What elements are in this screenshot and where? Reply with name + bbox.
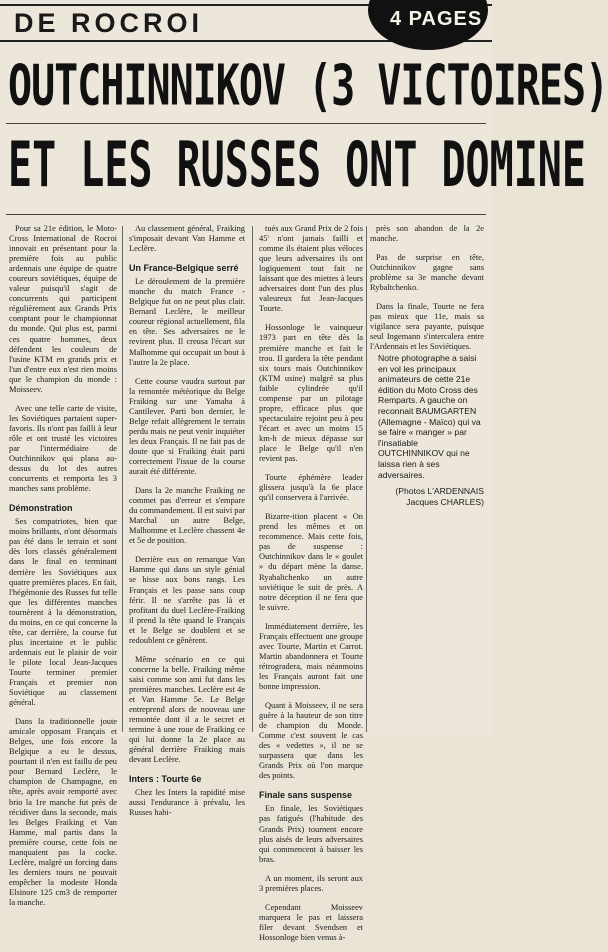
subheading-france-belgique: Un France-Belgique serré [129,263,239,274]
paragraph: Dans la 2e manche Fraiking ne commet pas d'erreur et s'empare du commandement. Il est suivi par Marchal un autre Belge, Malhomme et Leclère chassent 4e et 5e de position. [129,486,245,546]
masthead [0,0,492,44]
paragraph: Le déroulement de la première manche du match France - Belgique fut on ne peut plus clair. Bernard Leclère, le meilleur coureur régional actuellement, fila en tête. Ses adversaires ne le revirent plus. Il creusa l'écart sur Malhomme qui occupait un bout à l'autre la 2e place. [129,277,245,367]
paragraph: Derrière eux on remarque Van Hamme qui dans un style génial se hisse aux bons rangs. Les Français et les passe sans coup férir. Il ne s'arrête pas là et profitant du duel Leclère-Fraiking il prend la tête quand le Français et le Belge se doublent et se redoublent ce gênèrent. [129,555,245,645]
paragraph: Pas de surprise en tête, Outchinnikov gagne sans problème sa 3e manche devant Rybaltchenko. [370,253,484,293]
photo-credit: (Photos L'ARDENNAIS Jacques CHARLES) [395,486,484,507]
subheading-inters: Inters : Tourte 6e [129,774,202,785]
article-column-2 [129,224,245,827]
paragraph: Pour sa 21e édition, le Moto-Cross International de Rocroi innovait en présentant pour la première fois au public ardennais une équipe de quatre coureurs soviétiques, équipe de valeur puisqu'il s'agit de concurrents qui participent régulièrement aux Grands Prix comptant pour le championnat du monde. Qui plus est, parmi ces quatre hommes, deux défendent les couleurs de l'usine KTM en grands prix et l'un d'entre eux n'est rien moins que le champion du monde : Moisseev. [9,224,117,394]
article-column-1 [9,224,117,917]
paragraph: A un moment, ils seront aux 3 premières places. [259,873,363,893]
headline-line-1: OUTCHINNIKOV (3 VICTOIRES) [8,54,608,119]
paragraph: Dans la finale, Tourte ne fera pas mieux que 11e, mais sa vigilance sera payante, puisque seul Ingemann s'intercalera entre l'Ardennais et les Soviétiques. [370,302,484,352]
paragraph: Tourte éphémère leader glissera jusqu'à la 6e place qu'il conservera à l'arrivée. [259,473,363,503]
headline-line-2: ET LES RUSSES ONT DOMINE [8,130,586,202]
column-divider [252,226,253,732]
kicker-title: DE ROCROI [14,8,204,38]
paragraph: Bizarre-ition placent « On prend les mêmes et on recommence. Mais cette fois, pas de suspense : Outchinnikov dans le « goulet » du départ mène la danse. Ryabaltchenko un autre soviétique le suit de près. A notre déception il ne fera que le suivre. [259,512,363,612]
photo-caption [378,353,484,507]
paragraph: Avec une telle carte de visite, les Soviétiques partaient super-favoris. Ils n'ont pas failli à leur rôle et ont trusté les victoires par l'intermédiaire de Outchinnikov qui plana au-dessus du lot des autres concurrents et remporta les 3 manches sans problème. [9,403,117,494]
headline-bottom-rule [6,214,486,215]
subheading-finale: Finale sans suspense [259,790,353,801]
paragraph: près son abandon de la 2e manche. [370,224,484,244]
paragraph: Même scénario en ce qui concerne la belle. Fraiking même saisi comme son ami fut dans les premières manches. Leclère est 4e et Van Hamme 5e. Le Belge entreprend alors de nouveau une remontée dont il a le secret et termine à une roue de Fraiking ce qui lui donne la 2e place au général derrière Fraiking mais devant Leclère. [129,654,245,765]
paragraph: Quant à Moisseev, il ne sera guère à la hauteur de son titre de champion du Monde. Comme c'est souvent le cas des « vedettes », il ne se surpassera que dans les Grands Prix où l'on marque des points. [259,701,363,781]
paragraph: Au classement général, Fraiking s'imposait devant Van Hamme et Leclère. [129,224,245,254]
article-column-3 [259,224,363,952]
paragraph: Cependant Moisseev marquera le pas et laissera filer devant Svendsen et Hossonloge bien venus à- [259,902,363,942]
page-count-label: 4 PAGES [390,8,483,30]
paragraph: En finale, les Soviétiques pas fatigués (l'habitude des Grands Prix) tournent encore plus aisés de leurs adversaires qui commencent à baisser les bras. [259,804,363,864]
paragraph: Chez les Inters la rapidité mise aussi l'endurance à prévalu, les Russes habi- [129,788,245,818]
subheading-demonstration: Démonstration [9,503,73,514]
article-column-4 [370,224,484,362]
paragraph: Immédiatement derrière, les Français effectuent une groupe avec Tourte, Martin et Carrot. Martin abandonnera et Tourte rétrogradera, mais néanmoins les Français auront fait une bonne impression. [259,621,363,691]
column-divider [366,226,367,732]
caption-text: Notre photographe a saisi en vol les principaux animateurs de cette 21e édition du Moto Cross des Remparts. A gauche on reconnait BAUMGARTEN (Allemagne - Maïco) qui va se faire « manger » par l'insatiable OUTCHINNIKOV qui ne laissa rien à ses adversaires. [378,353,481,480]
column-divider [122,226,123,732]
paragraph: tués aux Grand Prix de 2 fois 45' n'ont jamais failli et comme ils étaient plus véloces que leurs adversaires ils ont logiquement tout fait ne laissant que des miettes à leurs adversaires dont l'un des plus valeureux fut Jean-Jacques Tourte. [259,224,363,314]
paragraph: Dans la traditionnelle joute amicale opposant Français et Belges, une fois encore la Belgique a eu le dessus, pourtant il n'en est faillu de peu pour Bernard Leclère, le champion de Champagne, en tête, après avoir remporté avec brio la 1re manche fut près de récidiver dans la seconde, mais les Belges Fraiking et Van Hamme, mal partis dans la première course, cette fois ne manquaient pas la cocke. Leclère, malgré un forcing dans les derniers tours ne pouvait empêcher la modeste Honda Elsinore 125 cm3 de remporter la manche. [9,717,117,907]
page-count-badge [368,0,488,50]
paragraph: Ses compatriotes, bien que moins brillants, n'ont désormais pas été dans le terrain et sont dès lors classés généralement dans le final en terminant derrière les Soviétiques aux quatre premières places. En fait, l'hégémonie des Russes fut telle que les différentes manches tournèrent à la démonstration, du moins, en ce qui concerne la tête, car derrière, la course fut plus incertaine et le public ardennais eut le plaisir de voir le pilote local Jean-Jacques Tourte terminer premier Français et premier non Soviétique au classement général. [9,517,117,708]
paragraph: Cette course vaudra surtout par la remontée météorique du Belge Fraiking sur une Yamaha à Cantilever. Parti bon dernier, le Belge refait allègrement le terrain perdu mais ne peut venir inquiéter les deux Français. Il ne fait pas de doute que si Fraiking était parti correctement l'issue de la course aurait été différente. [129,376,245,477]
headline-divider [6,123,486,124]
paragraph: Hossonloge le vainqueur 1973 part en tête dès la première manche et fait le trou. Il gardera la tête pendant six tours mais Outchinnikov (KTM usine) malgré sa plus faible cylindrée qu'il compense par un pilotage propre, efficace plus que spectaculaire rejoint peu à peu l'écart et avec un moins 15 km-h de mieux dépasse sur place le Belge qu'il n'en revient pas. [259,323,363,464]
